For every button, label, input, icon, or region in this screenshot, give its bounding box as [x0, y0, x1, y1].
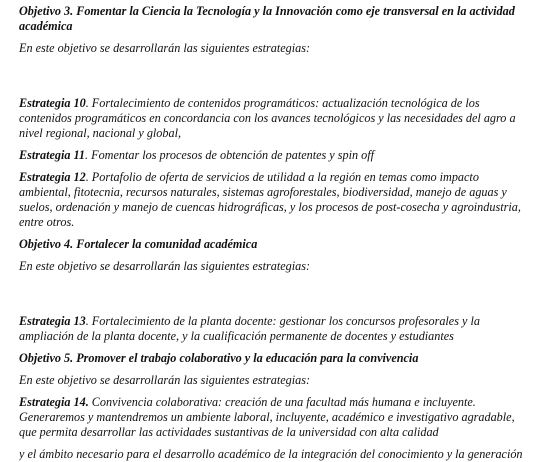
- objective-4-title: Objetivo 4. Fortalecer la comunidad académica: [19, 237, 258, 251]
- strategy-14-label: Estrategia 14.: [19, 395, 89, 409]
- objective-5-intro: En este objetivo se desarrollarán las siguientes estrategias:: [19, 373, 310, 387]
- strategy-10: [19, 96, 524, 141]
- strategy-12: [19, 170, 524, 230]
- strategy-10-text: . Fortalecimiento de contenidos programáticos: actualización tecnológica de los contenidos programáticos en concordancia con los avances tecnológicos y las necesidades del agro a nivel regional, nacional y global,: [19, 96, 516, 140]
- strategy-14: [19, 395, 524, 440]
- strategy-12-label: Estrategia 12: [19, 170, 86, 184]
- objective-3-title: Objetivo 3. Fomentar la Ciencia la Tecnología y la Innovación como eje transversal en la actividad académica: [19, 4, 515, 33]
- strategy-11: [19, 148, 524, 163]
- objective-3-intro: En este objetivo se desarrollarán las siguientes estrategias:: [19, 41, 310, 55]
- document-page: [19, 4, 524, 440]
- strategy-11-label: Estrategia 11: [19, 148, 86, 162]
- objective-4-intro: En este objetivo se desarrollarán las siguientes estrategias:: [19, 259, 310, 273]
- strategy-14-text: Convivencia colaborativa: creación de una facultad más humana e incluyente. Generaremos y mantendremos un ambiente laboral, incluyente, académico e investigativo agradable, que permita desarrollar las actividades sustantivas de la universidad con alta calidad: [19, 395, 515, 439]
- strategy-12-text: . Portafolio de oferta de servicios de utilidad a la región en temas como impacto ambiental, fitotecnia, recursos naturales, sistemas agroforestales, biodiversidad, manejo de aguas y suelos, ordenación y manejo de cuencas hidrográficas, y los procesos de post-cosecha y agroindustria, entre otros.: [19, 170, 521, 229]
- strategy-13: [19, 314, 524, 344]
- strategy-13-label: Estrategia 13: [19, 314, 86, 328]
- strategy-10-label: Estrategia 10: [19, 96, 86, 110]
- strategy-11-text: . Fomentar los procesos de obtención de patentes y spin off: [85, 148, 374, 162]
- objective-5-title: Objetivo 5. Promover el trabajo colaborativo y la educación para la convivencia: [19, 351, 419, 365]
- strategy-13-text: . Fortalecimiento de la planta docente: gestionar los concursos profesorales y la ampliación de la planta docente, y la cualificación permanente de docentes y estudiantes: [19, 314, 480, 343]
- strategy-14-cut-line: y el ámbito necesario para el desarrollo académico de la integración del conocimiento y la generación: [19, 447, 523, 461]
